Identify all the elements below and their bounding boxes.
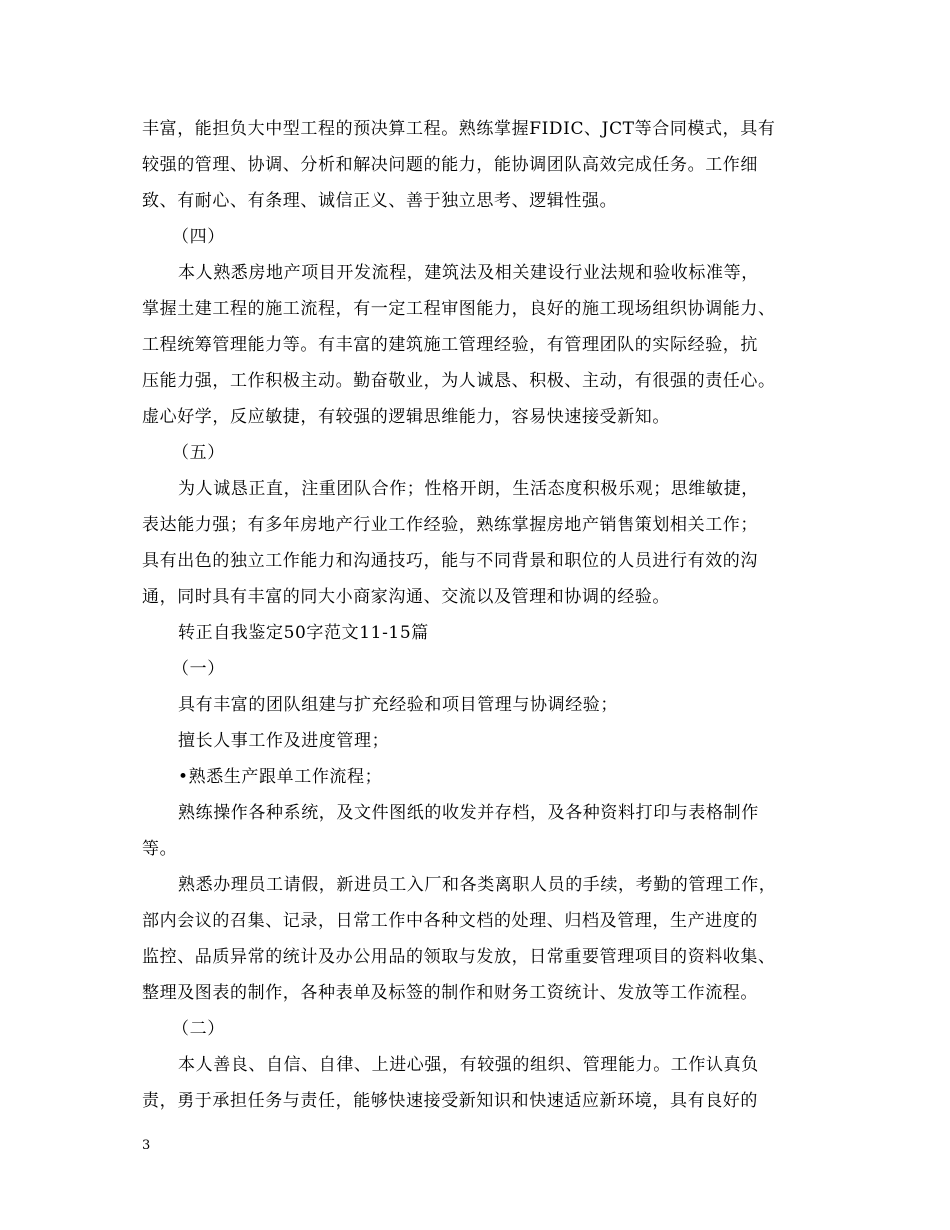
text-line: 监控、品质异常的统计及办公用品的领取与发放，日常重要管理项目的资料收集、 bbox=[142, 947, 776, 967]
text-line: 为人诚恳正直，注重团队合作；性格开朗，生活态度积极乐观；思维敏捷， bbox=[178, 479, 759, 499]
text-line: 本人熟悉房地产项目开发流程，建筑法及相关建设行业法规和验收标准等， bbox=[178, 263, 759, 283]
text-line: 熟练操作各种系统，及文件图纸的收发并存档，及各种资料打印与表格制作 bbox=[178, 803, 759, 823]
document-subtitle: 转正自我鉴定50字范文11-15篇 bbox=[178, 623, 429, 643]
text-line: 责，勇于承担任务与责任，能够快速接受新知识和快速适应新环境，具有良好的 bbox=[142, 1091, 758, 1111]
text-line: 丰富，能担负大中型工程的预决算工程。熟练掌握FIDIC、JCT等合同模式，具有 bbox=[142, 119, 776, 139]
text-line: 本人善良、自信、自律、上进心强，有较强的组织、管理能力。工作认真负 bbox=[178, 1055, 759, 1075]
section-heading: （四） bbox=[172, 227, 225, 247]
text-line: 擅长人事工作及进度管理； bbox=[178, 731, 390, 751]
text-line: 较强的管理、协调、分析和解决问题的能力，能协调团队高效完成任务。工作细 bbox=[142, 155, 758, 175]
text-line: 通，同时具有丰富的同大小商家沟通、交流以及管理和协调的经验。 bbox=[142, 587, 670, 607]
section-heading: （二） bbox=[172, 1019, 225, 1039]
text-line: 等。 bbox=[142, 839, 178, 859]
text-line: 表达能力强；有多年房地产行业工作经验，熟练掌握房地产销售策划相关工作； bbox=[142, 515, 758, 535]
text-line: 熟悉办理员工请假，新进员工入厂和各类离职人员的手续，考勤的管理工作， bbox=[178, 875, 777, 895]
text-line: 掌握土建工程的施工流程，有一定工程审图能力，良好的施工现场组织协调能力、 bbox=[142, 299, 776, 319]
text-line: 致、有耐心、有条理、诚信正义、善于独立思考、逻辑性强。 bbox=[142, 191, 618, 211]
bullet-line: •熟悉生产跟单工作流程； bbox=[178, 767, 383, 787]
section-heading: （一） bbox=[172, 659, 225, 679]
text-line: 工程统筹管理能力等。有丰富的建筑施工管理经验，有管理团队的实际经验，抗 bbox=[142, 335, 758, 355]
text-line: 部内会议的召集、记录，日常工作中各种文档的处理、归档及管理，生产进度的 bbox=[142, 911, 758, 931]
text-line: 整理及图表的制作，各种表单及标签的制作和财务工资统计、发放等工作流程。 bbox=[142, 983, 758, 1003]
page-number: 3 bbox=[142, 1138, 151, 1153]
text-line: 具有丰富的团队组建与扩充经验和项目管理与协调经验； bbox=[178, 695, 618, 715]
text-line: 具有出色的独立工作能力和沟通技巧，能与不同背景和职位的人员进行有效的沟 bbox=[142, 551, 758, 571]
text-line: 虚心好学，反应敏捷，有较强的逻辑思维能力，容易快速接受新知。 bbox=[142, 407, 670, 427]
section-heading: （五） bbox=[172, 443, 225, 463]
text-line: 压能力强，工作积极主动。勤奋敬业，为人诚恳、积极、主动，有很强的责任心。 bbox=[142, 371, 776, 391]
